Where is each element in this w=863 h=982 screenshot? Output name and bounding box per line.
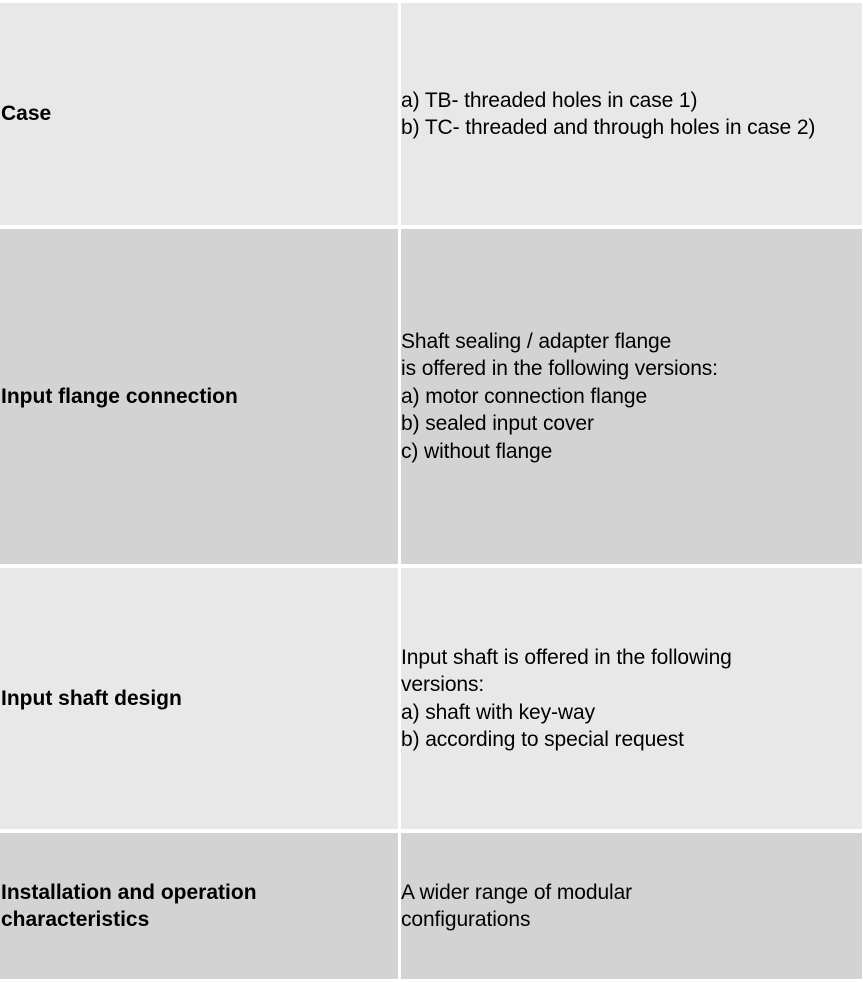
value-line: configurations (401, 908, 531, 931)
value-line: a) shaft with key-way (401, 700, 595, 724)
row-label-installation-characteristics (0, 833, 398, 979)
row-value-lines (401, 644, 732, 754)
label-line: characteristics (1, 908, 150, 931)
row-value-input-shaft-design (401, 568, 862, 829)
value-line: a) TB- threaded holes in case 1) (401, 88, 698, 112)
value-line: b) according to special request (401, 728, 684, 751)
label-line: Installation and operation (1, 880, 257, 904)
row-label-text: Case (1, 102, 52, 126)
value-line: b) TC- threaded and through holes in case 2) (401, 116, 816, 139)
value-line: A wider range of modular (401, 880, 633, 904)
row-value-installation-characteristics (401, 833, 862, 979)
row-label-text: Input flange connection (1, 384, 238, 408)
row-label-input-shaft-design (0, 568, 398, 829)
row-label-input-flange-connection (0, 229, 398, 564)
value-line: b) sealed input cover (401, 412, 594, 436)
value-line: versions: (401, 673, 485, 696)
row-label-case (0, 3, 398, 225)
row-value-lines (401, 328, 718, 466)
row-value-lines (401, 87, 815, 142)
value-line: Input shaft is offered in the following (401, 645, 732, 669)
row-value-input-flange-connection (401, 229, 862, 564)
row-value-case (401, 3, 862, 225)
value-line: c) without flange (401, 439, 553, 463)
value-line: a) motor connection flange (401, 384, 648, 408)
value-line: is offered in the following versions: (401, 357, 718, 381)
row-label-lines (1, 879, 257, 934)
value-line: Shaft sealing / adapter flange (401, 329, 672, 353)
row-value-lines (401, 879, 632, 934)
row-label-text: Input shaft design (1, 686, 182, 710)
